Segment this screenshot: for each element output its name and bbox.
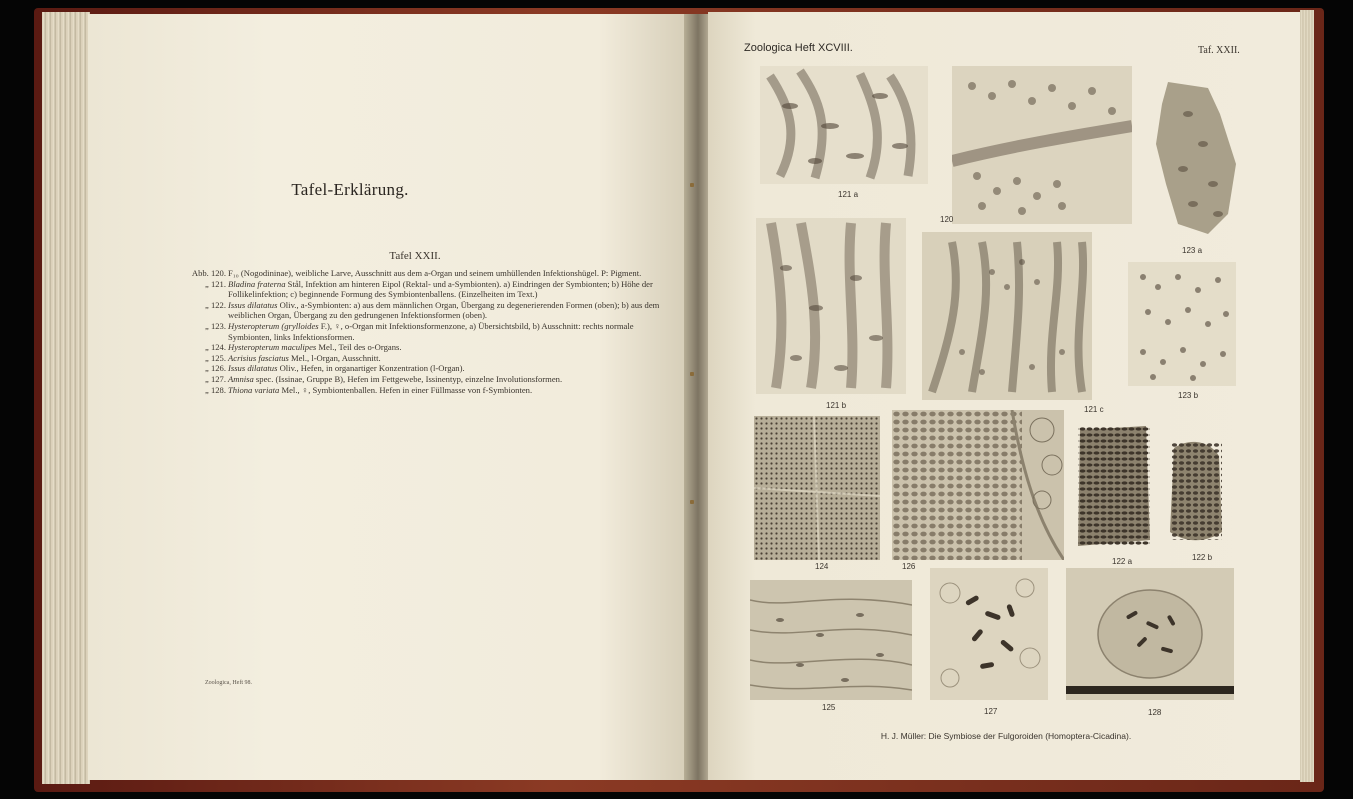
- micrograph-121a: [760, 66, 928, 184]
- figure-label-124: 124: [815, 562, 829, 571]
- micrograph-123b: [1128, 262, 1236, 386]
- journal-header: Zoologica Heft XCVIII.: [744, 42, 853, 54]
- binding-mark: [690, 372, 694, 376]
- micrograph-120: [952, 66, 1132, 224]
- micrograph-123a-image: [1148, 74, 1238, 236]
- micrograph-126: [892, 410, 1064, 560]
- legend-entry: Abb. 120. F₁₀ (Nogodininae), weibliche Larve, Ausschnitt aus dem a-Organ und seinem umhüllenden Infektionshügel. P: Pigment.: [191, 268, 642, 278]
- left-page: [88, 14, 688, 780]
- plate-number: Taf. XXII.: [1198, 45, 1240, 56]
- micrograph-122a: [1072, 420, 1154, 552]
- micrograph-123a: [1148, 74, 1238, 236]
- page-edges-right: [1300, 10, 1314, 782]
- figure-label-122b: 122 b: [1192, 553, 1213, 562]
- micrograph-125-image: [750, 580, 912, 700]
- micrograph-126-image: [892, 410, 1064, 560]
- page-title: Tafel-Erklärung.: [291, 180, 409, 199]
- binding-mark: [690, 183, 694, 187]
- legend-entry: „ 125. Acrisius fasciatus Mel., l-Organ, Ausschnitt.: [204, 352, 381, 363]
- legend-entry: „ 128. Thiona variata Mel., ♀, Symbiontenballen. Hefen in einer Füllmasse von f-Symbionten.: [204, 384, 533, 395]
- legend-entry: „ 122. Issus dilatatus Oliv., a-Symbionten: a) aus dem männlichen Organ, Übergang zu degenerierenden Formen (oben); b) aus dem weiblichen Organ, Übergang zu den gedrungenen Infektionsformen (oben).: [204, 299, 660, 321]
- micrograph-122a-image: [1072, 420, 1154, 552]
- micrograph-128: [1066, 568, 1234, 700]
- figure-label-123b: 123 b: [1178, 391, 1199, 400]
- figure-label-126: 126: [902, 562, 916, 571]
- micrograph-121b: [756, 218, 906, 394]
- micrograph-121a-image: [760, 66, 928, 184]
- binding-mark: [690, 500, 694, 504]
- micrograph-128-image: [1066, 568, 1234, 700]
- micrograph-121c-image: [922, 232, 1092, 400]
- legend-entry: „ 126. Issus dilatatus Oliv., Hefen, in organartiger Konzentration (l-Organ).: [204, 363, 465, 374]
- figure-label-120: 120: [940, 215, 954, 224]
- micrograph-122b-image: [1164, 436, 1224, 544]
- micrograph-124-image: [754, 416, 880, 560]
- micrograph-124: [754, 416, 880, 560]
- figure-label-121c: 121 c: [1084, 405, 1104, 414]
- figure-label-123a: 123 a: [1182, 246, 1203, 255]
- micrograph-125: [750, 580, 912, 700]
- micrograph-123b-image: [1128, 262, 1236, 386]
- figure-label-121a: 121 a: [838, 190, 859, 199]
- micrograph-127-image: [930, 568, 1048, 700]
- legend-entry: „ 124. Hysteropterum maculipes Mel., Teil des o-Organs.: [204, 342, 402, 353]
- micrograph-122b: [1164, 436, 1224, 544]
- legend-entry: „ 121. Bladina fraterna Stål, Infektion am hinteren Eipol (Rektal- und a-Symbionten). a) Eindringen der Symbionten; b) Höhe der Follikelinfektion; c) beginnende Formung des Symbiontenballens. (Einzelheiten im Text.): [204, 278, 653, 300]
- figure-label-127: 127: [984, 707, 998, 716]
- figure-label-125: 125: [822, 703, 836, 712]
- micrograph-127: [930, 568, 1048, 700]
- legend-entry: „ 123. Hysteropterum (grylloides F.), ♀, o-Organ mit Infektionsformenzone, a) Übersichtsbild, b) Ausschnitt: rechts normale Symbionten, links Infektionsformen.: [204, 320, 634, 342]
- figure-label-128: 128: [1148, 708, 1162, 717]
- micrograph-121b-image: [756, 218, 906, 394]
- page-edges-left: [42, 12, 90, 784]
- micrograph-120-image: [952, 66, 1132, 224]
- plate-legend: [188, 268, 660, 395]
- legend-entry: „ 127. Amnisa spec. (Issinae, Gruppe B), Hefen im Fettgewebe, Issinentyp, einzelne Involutionsformen.: [204, 373, 563, 384]
- plate-caption: H. J. Müller: Die Symbiose der Fulgoroiden (Homoptera-Cicadina).: [880, 731, 1132, 741]
- micrograph-121c: [922, 232, 1092, 400]
- figure-label-122a: 122 a: [1112, 557, 1133, 566]
- left-page-footer: Zoologica, Heft 98.: [205, 680, 252, 686]
- plate-heading: Tafel XXII.: [389, 250, 441, 262]
- figure-label-121b: 121 b: [826, 401, 847, 410]
